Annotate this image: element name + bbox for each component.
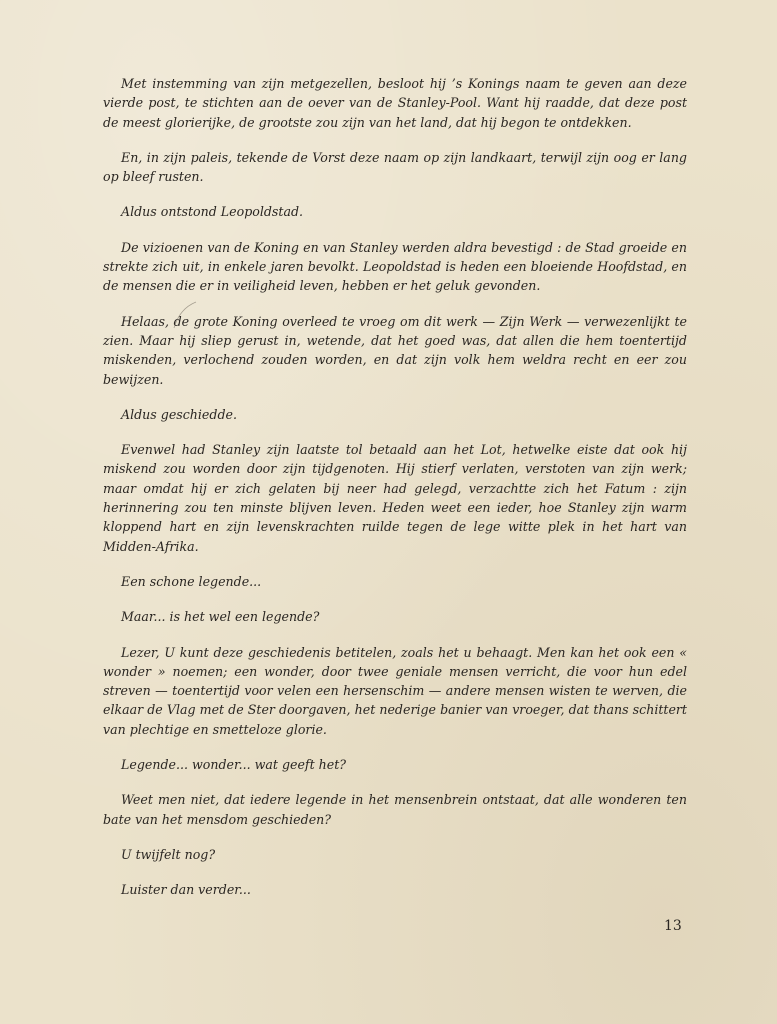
paragraph: Weet men niet, dat iedere legende in het mensenbrein ontstaat, dat alle wonderen ten bate van het mensdom geschieden? <box>103 792 687 827</box>
paragraph: Aldus ontstond Leopoldstad. <box>121 204 304 220</box>
pencil-mark <box>168 300 198 330</box>
paragraph: U twijfelt nog? <box>121 846 216 862</box>
paragraph: Een schone legende... <box>121 573 262 589</box>
paragraph: Lezer, U kunt deze geschiedenis betitelen, zoals het u behaagt. Men kan het ook een « wonder » noemen; een wonder, door twee geniale mensen verricht, die voor hun edel streven — toentertijd voor velen een hersenschim — andere mensen wisten te werven, die elkaar de Vlag met de Ster doorgaven, het nederige banier van vroeger, dat thans schittert van plechtige en smetteloze glorie. <box>103 644 687 737</box>
body-text <box>103 74 687 916</box>
page-number: 13 <box>664 918 682 934</box>
paragraph: Legende... wonder... wat geeft het? <box>121 757 347 773</box>
paragraph: Helaas, de grote Koning overleed te vroeg om dit werk — Zijn Werk — verwezenlijkt te zien. Maar hij sliep gerust in, wetende, dat het goed was, dat allen die hem toentertijd miskenden, verlochend zouden worden, en dat zijn volk hem weldra recht en eer zou bewijzen. <box>103 313 687 387</box>
paragraph: Met instemming van zijn metgezellen, besloot hij ’s Konings naam te geven aan deze vierde post, te stichten aan de oever van de Stanley-Pool. Want hij raadde, dat deze post de meest glorierijke, de grootste zou zijn van het land, dat hij begon te ontdekken. <box>103 76 687 130</box>
paragraph: De vizioenen van de Koning en van Stanley werden aldra bevestigd : de Stad groeide en strekte zich uit, in enkele jaren bevolkt. Leopoldstad is heden een bloeiende Hoofdstad, en de mensen die er in veiligheid leven, hebben er het geluk gevonden. <box>103 239 687 294</box>
paragraph: Evenwel had Stanley zijn laatste tol betaald aan het Lot, hetwelke eiste dat ook hij miskend zou worden door zijn tijdgenoten. Hij stierf verlaten, verstoten van zijn werk; maar omdat hij er zich gelaten bij neer had gelegd, verzachtte zich het Fatum : zijn herinnering zou ten minste blijven leven. Heden weet een ieder, hoe Stanley zijn warm kloppend hart en zijn levenskrachten ruilde tegen de lege witte plek in het hart van Midden-Afrika. <box>103 442 687 554</box>
paragraph: Maar... is het wel een legende? <box>121 609 320 625</box>
paragraph: Aldus geschiedde. <box>121 406 237 422</box>
paragraph: En, in zijn paleis, tekende de Vorst deze naam op zijn landkaart, terwijl zijn oog er lang op bleef rusten. <box>103 149 687 185</box>
paragraph: Luister dan verder... <box>121 882 251 898</box>
